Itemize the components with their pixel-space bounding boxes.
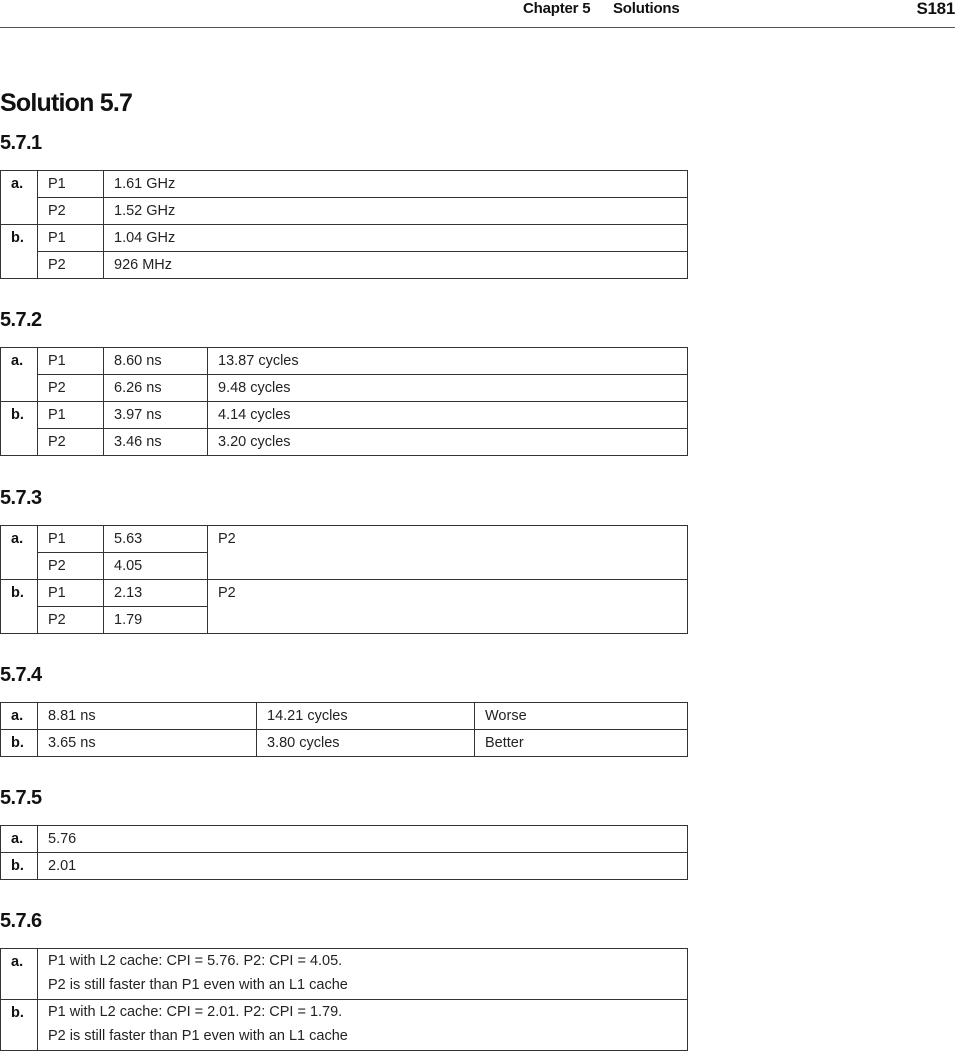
header-page-number: S181 [916, 0, 955, 18]
faster-processor-cell: P2 [208, 580, 688, 634]
time-cell: 3.65 ns [38, 730, 257, 757]
table-5-7-6 [0, 948, 688, 1051]
processor-cell: P2 [38, 375, 104, 402]
row-label: b. [1, 1000, 38, 1051]
header-chapter: Chapter 5 [523, 0, 591, 17]
cycles-cell: 4.14 cycles [208, 402, 688, 429]
processor-cell: P1 [38, 225, 104, 252]
processor-cell: P2 [38, 252, 104, 279]
row-label: b. [1, 730, 38, 757]
processor-cell: P1 [38, 580, 104, 607]
processor-cell: P1 [38, 526, 104, 553]
processor-cell: P2 [38, 429, 104, 456]
value-cell: 926 MHz [104, 252, 688, 279]
processor-cell: P2 [38, 198, 104, 225]
table-row [1, 1000, 688, 1051]
value-cell: 2.01 [38, 853, 688, 880]
row-label: b. [1, 402, 38, 456]
section-heading-5-7-5: 5.7.5 [0, 787, 42, 809]
table-5-7-3 [0, 525, 688, 634]
processor-cell: P1 [38, 348, 104, 375]
explanation-cell [38, 949, 688, 1000]
solution-title: Solution 5.7 [0, 89, 133, 117]
section-heading-5-7-2: 5.7.2 [0, 309, 42, 331]
section-heading-5-7-4: 5.7.4 [0, 664, 42, 686]
value-cell: 5.76 [38, 826, 688, 853]
value-cell: 1.79 [104, 607, 208, 634]
row-label: a. [1, 171, 38, 225]
table-row [1, 949, 688, 1000]
table-row [1, 526, 688, 553]
processor-cell: P2 [38, 553, 104, 580]
value-cell: 1.04 GHz [104, 225, 688, 252]
processor-cell: P1 [38, 402, 104, 429]
section-heading-5-7-1: 5.7.1 [0, 132, 42, 154]
cycles-cell: 3.80 cycles [257, 730, 475, 757]
table-row [1, 225, 688, 252]
table-row [1, 580, 688, 607]
explanation-line: P2 is still faster than P1 even with an L1 cache [48, 1028, 348, 1044]
row-label: a. [1, 826, 38, 853]
row-label: a. [1, 348, 38, 402]
time-cell: 8.60 ns [104, 348, 208, 375]
table-row [1, 730, 688, 757]
verdict-cell: Worse [475, 703, 688, 730]
table-row [1, 252, 688, 279]
cycles-cell: 3.20 cycles [208, 429, 688, 456]
row-label: a. [1, 949, 38, 1000]
row-label: b. [1, 580, 38, 634]
value-cell: 4.05 [104, 553, 208, 580]
time-cell: 3.97 ns [104, 402, 208, 429]
value-cell: 5.63 [104, 526, 208, 553]
table-row [1, 853, 688, 880]
value-cell: 1.52 GHz [104, 198, 688, 225]
faster-processor-cell: P2 [208, 526, 688, 580]
section-heading-5-7-3: 5.7.3 [0, 487, 42, 509]
table-row [1, 826, 688, 853]
table-5-7-1 [0, 170, 688, 279]
time-cell: 6.26 ns [104, 375, 208, 402]
value-cell: 1.61 GHz [104, 171, 688, 198]
table-row [1, 402, 688, 429]
row-label: b. [1, 853, 38, 880]
cycles-cell: 9.48 cycles [208, 375, 688, 402]
table-row [1, 375, 688, 402]
row-label: a. [1, 703, 38, 730]
page-header [0, 0, 955, 28]
processor-cell: P2 [38, 607, 104, 634]
table-5-7-4 [0, 702, 688, 757]
table-row [1, 348, 688, 375]
section-heading-5-7-6: 5.7.6 [0, 910, 42, 932]
header-section: Solutions [613, 0, 680, 17]
table-5-7-5 [0, 825, 688, 880]
verdict-cell: Better [475, 730, 688, 757]
explanation-line: P1 with L2 cache: CPI = 5.76. P2: CPI = 4.05. [48, 953, 343, 969]
explanation-line: P1 with L2 cache: CPI = 2.01. P2: CPI = 1.79. [48, 1004, 343, 1020]
cycles-cell: 14.21 cycles [257, 703, 475, 730]
table-row [1, 703, 688, 730]
table-5-7-2 [0, 347, 688, 456]
explanation-cell [38, 1000, 688, 1051]
processor-cell: P1 [38, 171, 104, 198]
row-label: a. [1, 526, 38, 580]
row-label: b. [1, 225, 38, 279]
cycles-cell: 13.87 cycles [208, 348, 688, 375]
value-cell: 2.13 [104, 580, 208, 607]
explanation-line: P2 is still faster than P1 even with an L1 cache [48, 977, 348, 993]
time-cell: 8.81 ns [38, 703, 257, 730]
time-cell: 3.46 ns [104, 429, 208, 456]
table-row [1, 429, 688, 456]
table-row [1, 171, 688, 198]
table-row [1, 198, 688, 225]
